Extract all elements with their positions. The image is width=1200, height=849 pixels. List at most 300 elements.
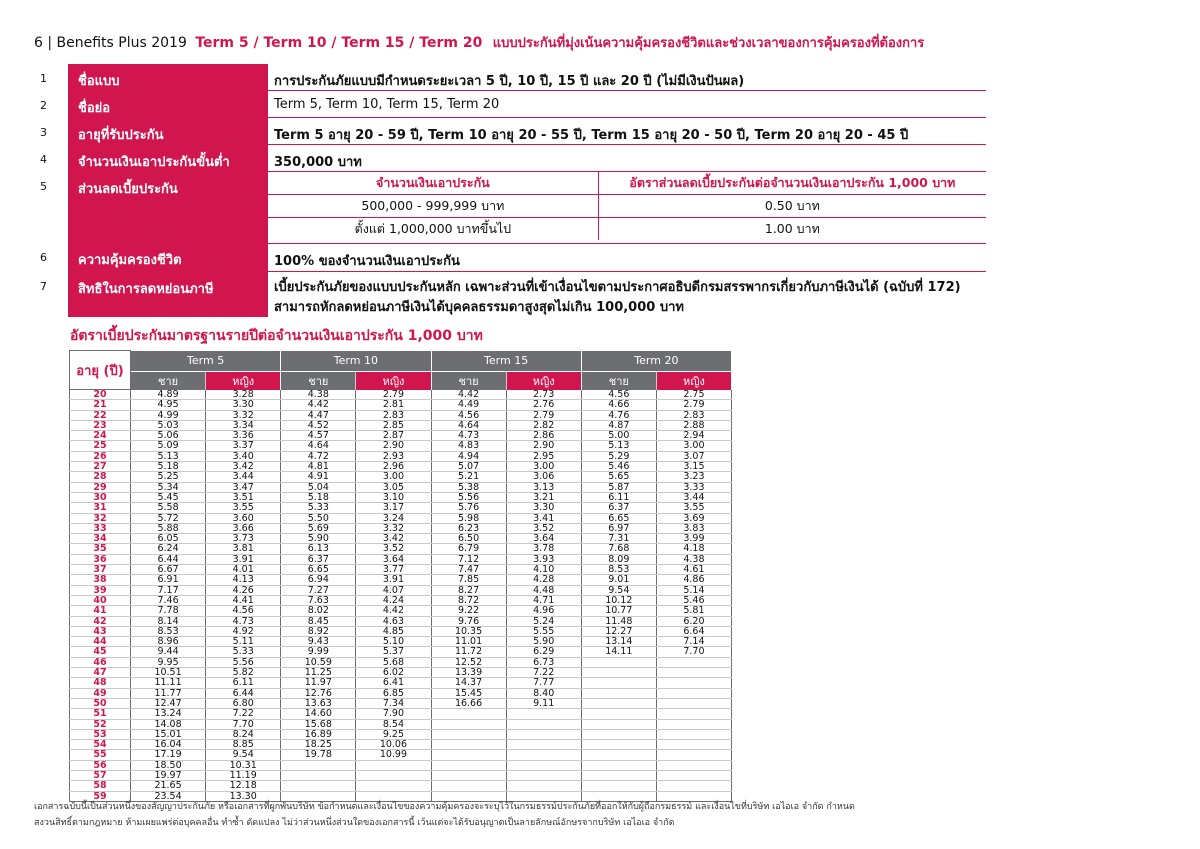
rate-cell: 2.95 bbox=[506, 451, 581, 461]
rate-cell: 3.42 bbox=[206, 462, 281, 472]
product-info bbox=[40, 64, 986, 317]
age-cell: 42 bbox=[70, 616, 131, 626]
footer-line-2: สงวนสิทธิ์ตามกฎหมาย ห้ามเผยแพร่ต่อบุคคลอื่น ทำซ้ำ ดัดแปลง ไม่ว่าส่วนหนึ่งส่วนใดของเอกสารนี้ เว้นแต่จะได้รับอนุญาตเป็นลายลักษณ์อักษรจากบริษัท เอไอเอ จำกัด bbox=[34, 818, 675, 828]
rate-cell: 3.32 bbox=[206, 410, 281, 420]
table-row bbox=[70, 750, 732, 760]
rate-cell: 3.30 bbox=[506, 503, 581, 513]
rate-cell: 9.54 bbox=[581, 585, 656, 595]
rate-cell: 3.15 bbox=[656, 462, 731, 472]
rate-cell: 3.05 bbox=[356, 482, 431, 492]
rate-cell: 11.77 bbox=[131, 688, 206, 698]
rate-cell bbox=[656, 740, 731, 750]
info-value: Term 5, Term 10, Term 15, Term 20 bbox=[268, 91, 986, 118]
rate-cell: 3.40 bbox=[206, 451, 281, 461]
info-row-min-sum bbox=[40, 145, 986, 172]
rate-cell: 7.63 bbox=[281, 595, 356, 605]
rate-cell: 6.41 bbox=[356, 678, 431, 688]
rate-cell: 6.80 bbox=[206, 698, 281, 708]
rate-cell: 5.82 bbox=[206, 668, 281, 678]
rate-cell: 4.18 bbox=[656, 544, 731, 554]
rate-cell: 5.14 bbox=[656, 585, 731, 595]
age-cell: 46 bbox=[70, 657, 131, 667]
rate-cell: 4.73 bbox=[206, 616, 281, 626]
rate-cell: 3.17 bbox=[356, 503, 431, 513]
rate-cell: 4.85 bbox=[356, 626, 431, 636]
discount-table bbox=[268, 172, 986, 240]
rate-cell: 12.52 bbox=[431, 657, 506, 667]
rate-cell: 7.85 bbox=[431, 575, 506, 585]
rate-cell: 5.65 bbox=[581, 472, 656, 482]
rate-cell bbox=[656, 657, 731, 667]
rate-cell: 10.77 bbox=[581, 606, 656, 616]
age-cell: 37 bbox=[70, 565, 131, 575]
discount-header-sum: จำนวนเงินเอาประกัน bbox=[268, 172, 598, 195]
rate-cell: 11.11 bbox=[131, 678, 206, 688]
rate-cell bbox=[581, 729, 656, 739]
rate-cell: 5.90 bbox=[281, 534, 356, 544]
table-row bbox=[70, 544, 732, 554]
rate-cell bbox=[656, 781, 731, 791]
rate-cell: 14.60 bbox=[281, 709, 356, 719]
rate-cell bbox=[356, 760, 431, 770]
rate-cell: 4.83 bbox=[431, 441, 506, 451]
rate-cell bbox=[581, 760, 656, 770]
rate-cell: 9.99 bbox=[281, 647, 356, 657]
rate-cell bbox=[431, 719, 506, 729]
rate-cell: 4.87 bbox=[581, 420, 656, 430]
rate-cell: 4.38 bbox=[656, 554, 731, 564]
rate-cell: 8.40 bbox=[506, 688, 581, 698]
rate-cell: 2.86 bbox=[506, 431, 581, 441]
rate-cell: 5.33 bbox=[281, 503, 356, 513]
rate-cell: 4.96 bbox=[506, 606, 581, 616]
rate-cell: 10.06 bbox=[356, 740, 431, 750]
rate-cell: 6.44 bbox=[131, 554, 206, 564]
rate-cell: 9.25 bbox=[356, 729, 431, 739]
male-header: ชาย bbox=[281, 371, 356, 390]
rate-cell: 3.52 bbox=[506, 523, 581, 533]
table-row bbox=[70, 554, 732, 564]
age-cell: 32 bbox=[70, 513, 131, 523]
table-row bbox=[70, 698, 732, 708]
term-header: Term 15 bbox=[431, 351, 581, 372]
rate-cell: 6.67 bbox=[131, 565, 206, 575]
rate-cell: 4.92 bbox=[206, 626, 281, 636]
rate-cell: 2.88 bbox=[656, 420, 731, 430]
table-row bbox=[70, 492, 732, 502]
rate-cell: 5.55 bbox=[506, 626, 581, 636]
rate-cell: 5.81 bbox=[656, 606, 731, 616]
info-label: สิทธิในการลดหย่อนภาษี bbox=[68, 272, 268, 317]
discount-range: ตั้งแต่ 1,000,000 บาทขึ้นไป bbox=[354, 221, 512, 236]
rate-cell: 5.04 bbox=[281, 482, 356, 492]
age-cell: 58 bbox=[70, 781, 131, 791]
rate-cell: 5.58 bbox=[131, 503, 206, 513]
info-number: 3 bbox=[40, 126, 47, 139]
rate-cell: 2.79 bbox=[506, 410, 581, 420]
rate-cell: 2.76 bbox=[506, 400, 581, 410]
rate-cell bbox=[431, 729, 506, 739]
table-row bbox=[70, 400, 732, 410]
rate-cell: 6.11 bbox=[581, 492, 656, 502]
rate-cell: 3.81 bbox=[206, 544, 281, 554]
table-row bbox=[70, 647, 732, 657]
rate-cell: 2.90 bbox=[506, 441, 581, 451]
rate-cell: 5.88 bbox=[131, 523, 206, 533]
rate-cell: 4.48 bbox=[506, 585, 581, 595]
table-row bbox=[70, 472, 732, 482]
page-number: 6 | bbox=[34, 35, 53, 51]
info-number: 7 bbox=[40, 280, 47, 293]
male-header: ชาย bbox=[131, 371, 206, 390]
rate-cell: 5.18 bbox=[281, 492, 356, 502]
table-row bbox=[70, 760, 732, 770]
rate-cell: 3.55 bbox=[206, 503, 281, 513]
table-row bbox=[70, 585, 732, 595]
rate-cell: 8.02 bbox=[281, 606, 356, 616]
rate-cell bbox=[581, 678, 656, 688]
rate-cell bbox=[581, 740, 656, 750]
rate-cell: 9.95 bbox=[131, 657, 206, 667]
rate-cell: 7.70 bbox=[656, 647, 731, 657]
rate-cell: 4.86 bbox=[656, 575, 731, 585]
rate-cell: 4.56 bbox=[431, 410, 506, 420]
info-value: Term 5 อายุ 20 - 59 ปี, Term 10 อายุ 20 - 55 ปี, Term 15 อายุ 20 - 50 ปี, Term 20 อายุ 20 - 45 ปี bbox=[268, 118, 986, 145]
rate-cell: 3.23 bbox=[656, 472, 731, 482]
rate-cell bbox=[281, 781, 356, 791]
rate-cell: 7.17 bbox=[131, 585, 206, 595]
rate-cell: 12.18 bbox=[206, 781, 281, 791]
rate-cell: 7.31 bbox=[581, 534, 656, 544]
info-value: 350,000 บาท bbox=[268, 145, 986, 172]
rate-cell: 4.47 bbox=[281, 410, 356, 420]
rate-cell: 6.05 bbox=[131, 534, 206, 544]
rate-cell: 13.14 bbox=[581, 637, 656, 647]
rate-cell bbox=[506, 729, 581, 739]
rate-cell: 4.57 bbox=[281, 431, 356, 441]
rate-cell: 3.30 bbox=[206, 400, 281, 410]
rate-cell: 2.79 bbox=[356, 390, 431, 400]
table-row bbox=[70, 431, 732, 441]
rate-cell: 6.11 bbox=[206, 678, 281, 688]
rate-cell: 9.01 bbox=[581, 575, 656, 585]
rate-cell: 4.76 bbox=[581, 410, 656, 420]
age-cell: 54 bbox=[70, 740, 131, 750]
table-row bbox=[70, 606, 732, 616]
rate-cell bbox=[581, 688, 656, 698]
table-row bbox=[70, 482, 732, 492]
rate-cell: 6.65 bbox=[281, 565, 356, 575]
rate-cell: 6.64 bbox=[656, 626, 731, 636]
rate-cell: 17.19 bbox=[131, 750, 206, 760]
rate-cell: 6.91 bbox=[131, 575, 206, 585]
rate-cell: 4.56 bbox=[206, 606, 281, 616]
rate-cell bbox=[581, 657, 656, 667]
rate-cell: 2.90 bbox=[356, 441, 431, 451]
rate-cell: 3.64 bbox=[506, 534, 581, 544]
discount-header-rate: อัตราส่วนลดเบี้ยประกันต่อจำนวนเงินเอาประกัน 1,000 บาท bbox=[598, 172, 986, 195]
term-header: Term 20 bbox=[581, 351, 731, 372]
rate-cell bbox=[581, 709, 656, 719]
footer-line-1: เอกสารฉบับนี้เป็นส่วนหนึ่งของสัญญาประกันภัย หรือเอกสารที่ผูกพันบริษัท ข้อกำหนดและเงื่อนไขของความคุ้มครองจะระบุไว้ในกรมธรรม์ประกันภัยที่ออกให้กับผู้ถือกรมธรรม์ และเงื่อนไขที่บริษัท เอไอเอ จำกัด กำหนด bbox=[34, 802, 855, 812]
rate-cell: 4.10 bbox=[506, 565, 581, 575]
rate-cell: 12.27 bbox=[581, 626, 656, 636]
rate-cell: 7.46 bbox=[131, 595, 206, 605]
rate-cell: 4.49 bbox=[431, 400, 506, 410]
rate-cell: 13.39 bbox=[431, 668, 506, 678]
rate-cell: 5.07 bbox=[431, 462, 506, 472]
table-row bbox=[70, 575, 732, 585]
rate-cell bbox=[656, 709, 731, 719]
rate-cell: 8.92 bbox=[281, 626, 356, 636]
rate-cell: 13.30 bbox=[206, 791, 281, 801]
rate-cell: 6.73 bbox=[506, 657, 581, 667]
term-header: Term 10 bbox=[281, 351, 431, 372]
age-cell: 53 bbox=[70, 729, 131, 739]
rate-cell: 7.34 bbox=[356, 698, 431, 708]
info-number: 4 bbox=[40, 153, 47, 166]
rate-cell: 5.69 bbox=[281, 523, 356, 533]
table-row bbox=[70, 729, 732, 739]
rate-cell: 2.83 bbox=[356, 410, 431, 420]
rate-cell: 3.44 bbox=[206, 472, 281, 482]
rate-cell: 4.81 bbox=[281, 462, 356, 472]
rate-cell: 8.24 bbox=[206, 729, 281, 739]
rate-cell: 7.47 bbox=[431, 565, 506, 575]
rate-cell: 5.56 bbox=[206, 657, 281, 667]
table-row bbox=[70, 420, 732, 430]
rate-cell: 5.13 bbox=[131, 451, 206, 461]
discount-row bbox=[268, 218, 986, 241]
rate-cell: 15.68 bbox=[281, 719, 356, 729]
term-header: Term 5 bbox=[131, 351, 281, 372]
rate-cell: 12.76 bbox=[281, 688, 356, 698]
rate-cell: 4.73 bbox=[431, 431, 506, 441]
rate-cell: 8.45 bbox=[281, 616, 356, 626]
rate-cell: 7.90 bbox=[356, 709, 431, 719]
age-cell: 24 bbox=[70, 431, 131, 441]
rate-cell bbox=[581, 770, 656, 780]
rate-cell: 4.94 bbox=[431, 451, 506, 461]
rate-cell: 2.85 bbox=[356, 420, 431, 430]
rate-cell: 11.48 bbox=[581, 616, 656, 626]
rate-cell: 10.51 bbox=[131, 668, 206, 678]
rate-cell: 9.76 bbox=[431, 616, 506, 626]
rate-cell: 8.85 bbox=[206, 740, 281, 750]
table-row bbox=[70, 770, 732, 780]
rate-cell bbox=[431, 760, 506, 770]
rate-cell: 6.79 bbox=[431, 544, 506, 554]
rate-cell: 4.95 bbox=[131, 400, 206, 410]
rate-cell bbox=[506, 770, 581, 780]
age-cell: 39 bbox=[70, 585, 131, 595]
rate-cell: 5.38 bbox=[431, 482, 506, 492]
rate-cell: 4.63 bbox=[356, 616, 431, 626]
rate-cell: 4.52 bbox=[281, 420, 356, 430]
age-cell: 55 bbox=[70, 750, 131, 760]
info-label: ชื่อย่อ bbox=[68, 91, 268, 118]
info-label: อายุที่รับประกัน bbox=[68, 118, 268, 145]
table-row bbox=[70, 781, 732, 791]
rate-cell: 6.85 bbox=[356, 688, 431, 698]
rate-cell: 3.52 bbox=[356, 544, 431, 554]
rate-cell: 3.47 bbox=[206, 482, 281, 492]
rate-cell: 3.42 bbox=[356, 534, 431, 544]
discount-cell bbox=[268, 172, 986, 243]
info-number: 1 bbox=[40, 72, 47, 85]
rate-cell: 6.50 bbox=[431, 534, 506, 544]
age-cell: 43 bbox=[70, 626, 131, 636]
rate-cell: 5.21 bbox=[431, 472, 506, 482]
rate-cell: 21.65 bbox=[131, 781, 206, 791]
rate-cell: 5.98 bbox=[431, 513, 506, 523]
discount-row bbox=[268, 195, 986, 218]
rate-cell: 8.14 bbox=[131, 616, 206, 626]
rate-table-title: อัตราเบี้ยประกันมาตรฐานรายปีต่อจำนวนเงินเอาประกัน 1,000 บาท bbox=[70, 328, 483, 344]
table-row bbox=[70, 595, 732, 605]
rate-cell bbox=[281, 760, 356, 770]
rate-cell: 4.91 bbox=[281, 472, 356, 482]
rate-cell bbox=[431, 750, 506, 760]
rate-cell: 6.94 bbox=[281, 575, 356, 585]
rate-table-body bbox=[70, 390, 732, 802]
rate-cell: 3.91 bbox=[356, 575, 431, 585]
rate-cell: 14.11 bbox=[581, 647, 656, 657]
rate-cell: 15.45 bbox=[431, 688, 506, 698]
age-cell: 56 bbox=[70, 760, 131, 770]
rate-cell: 6.29 bbox=[506, 647, 581, 657]
rate-cell: 6.37 bbox=[281, 554, 356, 564]
rate-cell: 3.99 bbox=[656, 534, 731, 544]
tax-line-1: เบี้ยประกันภัยของแบบประกันหลัก เฉพาะส่วนที่เข้าเงื่อนไขตามประกาศอธิบดีกรมสรรพากรเกี่ยวกับภาษีเงินได้ (ฉบับที่ 172) bbox=[274, 280, 961, 295]
rate-cell bbox=[656, 668, 731, 678]
header-description: แบบประกันที่มุ่งเน้นความคุ้มครองชีวิตและช่วงเวลาของการคุ้มครองที่ต้องการ bbox=[492, 36, 925, 51]
rate-cell: 10.35 bbox=[431, 626, 506, 636]
rate-cell: 5.34 bbox=[131, 482, 206, 492]
page-header bbox=[34, 32, 924, 53]
rate-cell: 2.82 bbox=[506, 420, 581, 430]
rate-cell: 11.25 bbox=[281, 668, 356, 678]
rate-cell: 2.81 bbox=[356, 400, 431, 410]
info-value bbox=[268, 272, 986, 317]
rate-cell: 5.37 bbox=[356, 647, 431, 657]
rate-cell: 5.24 bbox=[506, 616, 581, 626]
rate-cell: 3.93 bbox=[506, 554, 581, 564]
info-value: 100% ของจำนวนเงินเอาประกัน bbox=[268, 243, 986, 272]
rate-cell: 3.00 bbox=[506, 462, 581, 472]
rate-cell: 6.02 bbox=[356, 668, 431, 678]
rate-cell: 2.87 bbox=[356, 431, 431, 441]
age-cell: 33 bbox=[70, 523, 131, 533]
rate-cell bbox=[356, 781, 431, 791]
rate-cell: 2.96 bbox=[356, 462, 431, 472]
female-header: หญิง bbox=[506, 371, 581, 390]
age-cell: 36 bbox=[70, 554, 131, 564]
table-row bbox=[70, 668, 732, 678]
rate-cell: 3.06 bbox=[506, 472, 581, 482]
rate-cell: 9.22 bbox=[431, 606, 506, 616]
age-cell: 38 bbox=[70, 575, 131, 585]
info-value: การประกันภัยแบบมีกำหนดระยะเวลา 5 ปี, 10 ปี, 15 ปี และ 20 ปี (ไม่มีเงินปันผล) bbox=[268, 64, 986, 91]
info-label: ส่วนลดเบี้ยประกัน bbox=[68, 172, 268, 243]
rate-cell: 18.50 bbox=[131, 760, 206, 770]
rate-cell: 9.43 bbox=[281, 637, 356, 647]
rate-cell: 18.25 bbox=[281, 740, 356, 750]
rate-cell: 5.11 bbox=[206, 637, 281, 647]
table-row bbox=[70, 626, 732, 636]
rate-cell: 23.54 bbox=[131, 791, 206, 801]
rate-cell: 5.09 bbox=[131, 441, 206, 451]
rate-cell: 4.42 bbox=[356, 606, 431, 616]
rate-cell: 5.45 bbox=[131, 492, 206, 502]
rate-cell: 3.55 bbox=[656, 503, 731, 513]
table-row bbox=[70, 688, 732, 698]
info-label: ชื่อแบบ bbox=[68, 64, 268, 91]
rate-cell: 16.89 bbox=[281, 729, 356, 739]
rate-cell: 3.78 bbox=[506, 544, 581, 554]
rate-cell: 7.22 bbox=[506, 668, 581, 678]
rate-cell: 5.68 bbox=[356, 657, 431, 667]
rate-cell: 4.38 bbox=[281, 390, 356, 400]
rate-cell: 9.11 bbox=[506, 698, 581, 708]
rate-cell: 2.93 bbox=[356, 451, 431, 461]
rate-cell: 6.24 bbox=[131, 544, 206, 554]
rate-cell: 8.27 bbox=[431, 585, 506, 595]
rate-cell: 8.54 bbox=[356, 719, 431, 729]
rate-cell bbox=[281, 770, 356, 780]
age-cell: 25 bbox=[70, 441, 131, 451]
rate-cell: 4.61 bbox=[656, 565, 731, 575]
age-cell: 22 bbox=[70, 410, 131, 420]
info-row-age bbox=[40, 118, 986, 145]
age-cell: 47 bbox=[70, 668, 131, 678]
rate-cell: 5.87 bbox=[581, 482, 656, 492]
rate-cell: 7.77 bbox=[506, 678, 581, 688]
rate-cell: 4.42 bbox=[281, 400, 356, 410]
info-row-name bbox=[40, 64, 986, 91]
table-row bbox=[70, 523, 732, 533]
rate-cell: 10.31 bbox=[206, 760, 281, 770]
rate-cell: 3.36 bbox=[206, 431, 281, 441]
rate-cell: 3.41 bbox=[506, 513, 581, 523]
rate-cell: 11.72 bbox=[431, 647, 506, 657]
rate-cell: 11.97 bbox=[281, 678, 356, 688]
rate-cell: 10.12 bbox=[581, 595, 656, 605]
rate-cell: 5.90 bbox=[506, 637, 581, 647]
rate-cell: 5.56 bbox=[431, 492, 506, 502]
table-row bbox=[70, 451, 732, 461]
rate-cell: 3.51 bbox=[206, 492, 281, 502]
rate-cell: 3.64 bbox=[356, 554, 431, 564]
rate-cell: 13.63 bbox=[281, 698, 356, 708]
rate-cell: 3.73 bbox=[206, 534, 281, 544]
rate-cell bbox=[656, 678, 731, 688]
rate-cell bbox=[431, 709, 506, 719]
rate-cell bbox=[506, 750, 581, 760]
age-cell: 35 bbox=[70, 544, 131, 554]
rate-cell bbox=[506, 719, 581, 729]
rate-cell: 3.28 bbox=[206, 390, 281, 400]
rate-cell: 4.42 bbox=[431, 390, 506, 400]
rate-cell: 2.73 bbox=[506, 390, 581, 400]
rate-cell: 6.37 bbox=[581, 503, 656, 513]
table-row bbox=[70, 565, 732, 575]
rate-cell: 19.97 bbox=[131, 770, 206, 780]
rate-cell: 3.34 bbox=[206, 420, 281, 430]
rate-cell bbox=[506, 740, 581, 750]
age-cell: 29 bbox=[70, 482, 131, 492]
rate-cell: 3.77 bbox=[356, 565, 431, 575]
